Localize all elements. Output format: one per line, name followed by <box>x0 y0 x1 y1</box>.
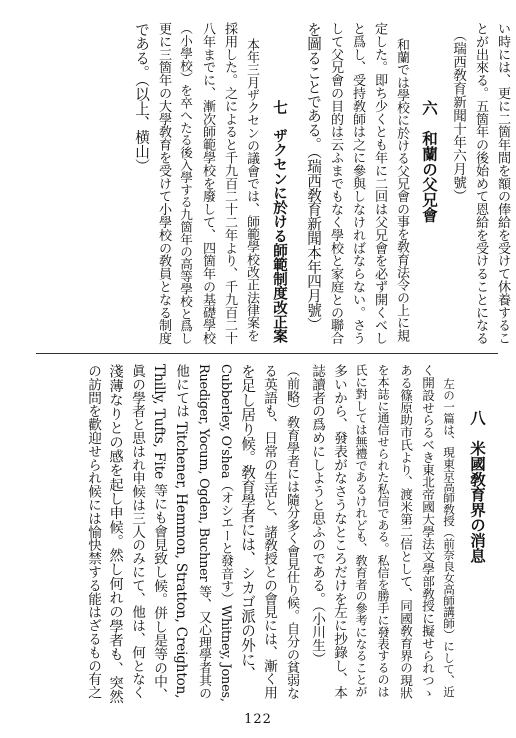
text-line: 眞の學者と思はれ申候は三人のみにて、他は、何となく <box>129 364 145 699</box>
text-line: Cubberley, O'shea（オシエーと發音す）Whitney, Jones, <box>218 364 233 702</box>
page-number: 122 <box>244 712 272 727</box>
section-heading: 六 和蘭の父兄會 <box>420 100 439 223</box>
text-line: 他にては Titchener, Hemmon, Stratton, Creighton, <box>173 364 189 699</box>
text-line: と爲し、受持敎師は之に參與しなければならない。さう <box>350 22 365 345</box>
text-line: とが出來る。五箇年の後始めて恩給を受けることになる <box>473 22 488 345</box>
text-line: を本誌に通信せられた私信である。私信を勝手に發表するのは <box>376 364 390 698</box>
text-line: を足し居り候。敎育學者には、シカゴ派の外に、 <box>239 364 256 681</box>
text-line: る英語も、日常の生活と、諸敎授との會見には、漸く用 <box>261 364 277 699</box>
text-line: して父兄會の目的は云ふまでもなく學校と家庭との聯合 <box>328 22 343 345</box>
source-citation: （瑞西敎育新聞十年六月號） <box>450 28 466 203</box>
text-line: 淺薄なりとの感を起し申候。然し何れの學者も、突然 <box>107 364 123 704</box>
text-line: の訪問を歡迎せられ候には愉快禁する能はざるもの有之 <box>85 364 101 699</box>
text-line: 採用した。之によると千九百二十二年より、千九百二十 <box>222 22 237 345</box>
section-heading: 七 ザクセンに於ける師範制度改正案 <box>271 100 288 344</box>
text-line: 本年三月ザクセンの議會では、師範學校改正法律案を <box>244 38 259 342</box>
text-line: を圖ることである。（瑞西敎育新聞本年四月號） <box>305 22 322 332</box>
text-line: Ruediger, Yocum, Ogden, Buchner 等、又心理學者其の <box>196 364 211 700</box>
text-line: ある篠原助市氏より、渡米第二信として、同國敎育界の現狀 <box>398 364 413 699</box>
text-line: 左の一篇は、現東京高師敎授（前奈良女高師講師）にして、近 <box>442 378 456 698</box>
text-line: 和蘭では學校に於ける父兄會の事を敎育法令の上に規 <box>394 38 409 342</box>
text-line: である。（以上、横山） <box>133 22 150 174</box>
text-line: く開設せらるべき東北帝國大學法文學部敎授に擬せられつゝ <box>420 364 435 699</box>
text-line: 八年までに、漸次師範學校を廢して、四箇年の基礎學校 <box>200 22 215 345</box>
text-line: Thilly, Tufts, Fite 等にも會見致し候。併し是等の中、 <box>151 364 167 702</box>
text-line: （小學校）を卒へたる後入學する九箇年の高等學校と爲し <box>178 22 193 345</box>
text-line: い時には、更に二箇年間を額の俸給を受けて休養するこ <box>495 22 510 345</box>
text-line: 定した。即ち少くとも年に二回は父兄會を必ず開くべし <box>372 22 387 345</box>
text-line: 氏に對しては無禮であるけれども、敎育者の參考になることが <box>354 364 368 698</box>
text-line: 多いから、發表がなさうなところだけを左に抄錄し、本 <box>331 364 347 699</box>
text-line: （前略）敎育學者には隨分多く會見仕り候。自分の貧弱な <box>284 364 299 700</box>
section-heading: 八 米國敎育界の消息 <box>468 410 487 564</box>
section-divider <box>36 353 498 354</box>
text-line: 誌讀者の爲めにしようと思ふのである。（小川生） <box>309 364 325 666</box>
text-line: 更に三箇年の大學敎育を受けて小學校の敎員となる制度 <box>156 22 171 345</box>
